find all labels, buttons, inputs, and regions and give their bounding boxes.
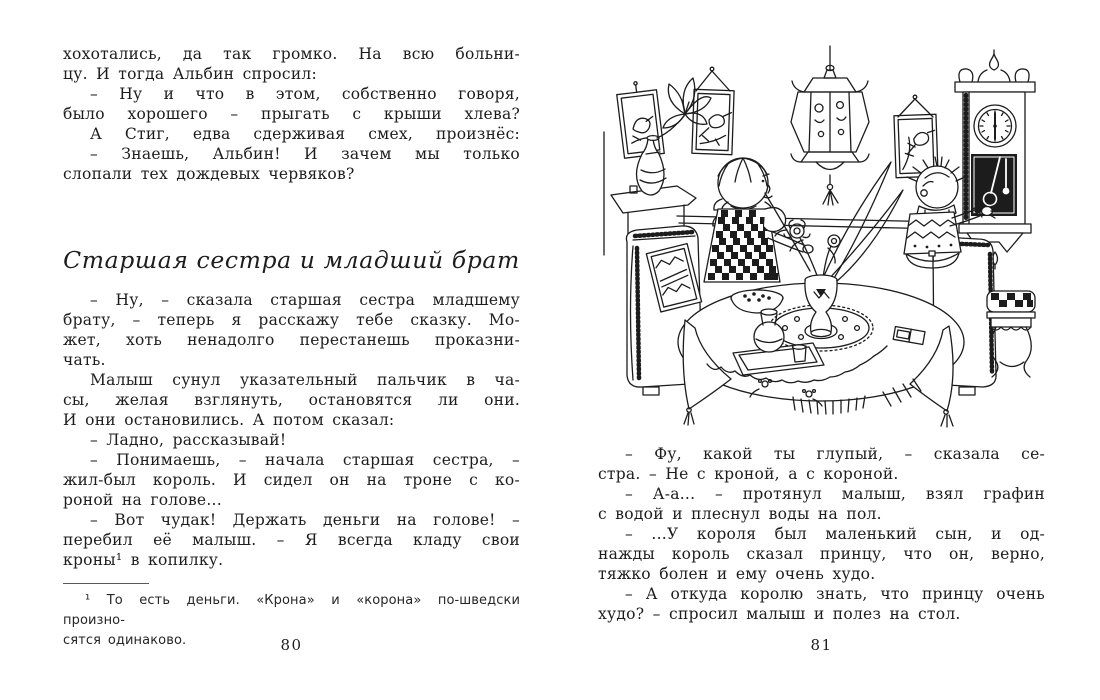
text-line: – Вот чудак! Держать деньги на голове! – [90, 511, 520, 529]
text-line: тяжко болен и ему очень худо. [598, 565, 876, 583]
chinese-lantern [791, 46, 869, 205]
illustration-drawing [597, 40, 1047, 438]
text-line: – Понимаешь, – начала старшая сестра, – [90, 451, 520, 469]
text-line: – А-а... – протянул малыш, взял графин [625, 485, 1045, 503]
text-line: слопали тех дождевых червяков? [63, 165, 355, 183]
footnote-divider [63, 583, 149, 584]
text-line: кроны¹ в копилку. [63, 551, 224, 569]
text-line: – Фу, какой ты глупый, – сказала се- [625, 445, 1045, 463]
text-line: роной на голове... [63, 491, 222, 509]
text-line: цу. И тогда Альбин спросил: [63, 65, 317, 83]
paragraph-block-top [63, 44, 520, 184]
text-line: с водой и плеснул воды на пол. [598, 505, 882, 523]
text-line: – ...У короля был маленький сын, и од- [625, 525, 1045, 543]
story-body-left [63, 290, 520, 570]
story-body-right [598, 444, 1045, 624]
text-line: – Ну, – сказала старшая сестра младшему [90, 291, 520, 309]
wall-clock [955, 50, 1035, 269]
text-line: чать. [63, 351, 106, 369]
page-number-right: 81 [810, 636, 833, 654]
text-line: Малыш сунул указательный пальчик в ча- [90, 371, 520, 389]
text-line: было хорошего – прыгать с крыши хлева? [63, 105, 520, 123]
text-line: перебил её малыш. – Я всегда кладу свои [63, 531, 520, 549]
text-line: – Ну и что в этом, собственно говоря, [90, 85, 520, 103]
girl-with-braids [704, 158, 813, 282]
story-title: Старшая сестра и младший брат [63, 246, 520, 274]
text-line: жет, хоть ненадолго перестанешь проказни- [63, 331, 520, 349]
framed-bird-picture-right [894, 95, 938, 178]
text-line: – Знаешь, Альбин! И зачем мы только [90, 145, 520, 163]
text-line: сы, желая взглянуть, остановятся ли они. [63, 391, 520, 409]
text-line: жил-был король. И сидел он на троне с ко- [63, 471, 520, 489]
text-line: стра. – Не с кроной, а с короной. [598, 465, 899, 483]
footnote-line: сятся одинаково. [63, 633, 187, 648]
text-line: брату, – теперь я расскажу тебе сказку. Мо- [63, 311, 520, 329]
text-line: нажды король сказал принцу, что он, верно, [598, 545, 1045, 563]
text-line: худо? – спросил малыш и полез на стол. [598, 605, 961, 623]
text-line: – А откуда королю знать, что принцу очень [625, 585, 1045, 603]
story-illustration [597, 40, 1047, 442]
framed-bird-picture-left [615, 79, 664, 158]
footnote-line: ¹ То есть деньги. «Крона» и «корона» по-шведски произно- [63, 593, 520, 628]
text-line: А Стиг, едва сдерживая смех, произнёс: [90, 125, 520, 143]
text-line: И они остановились. А потом сказал: [63, 411, 395, 429]
text-line: – Ладно, рассказывай! [90, 431, 287, 449]
page-number-left: 80 [280, 636, 303, 654]
text-line: хохотались, да так громко. На всю больни- [63, 45, 520, 63]
